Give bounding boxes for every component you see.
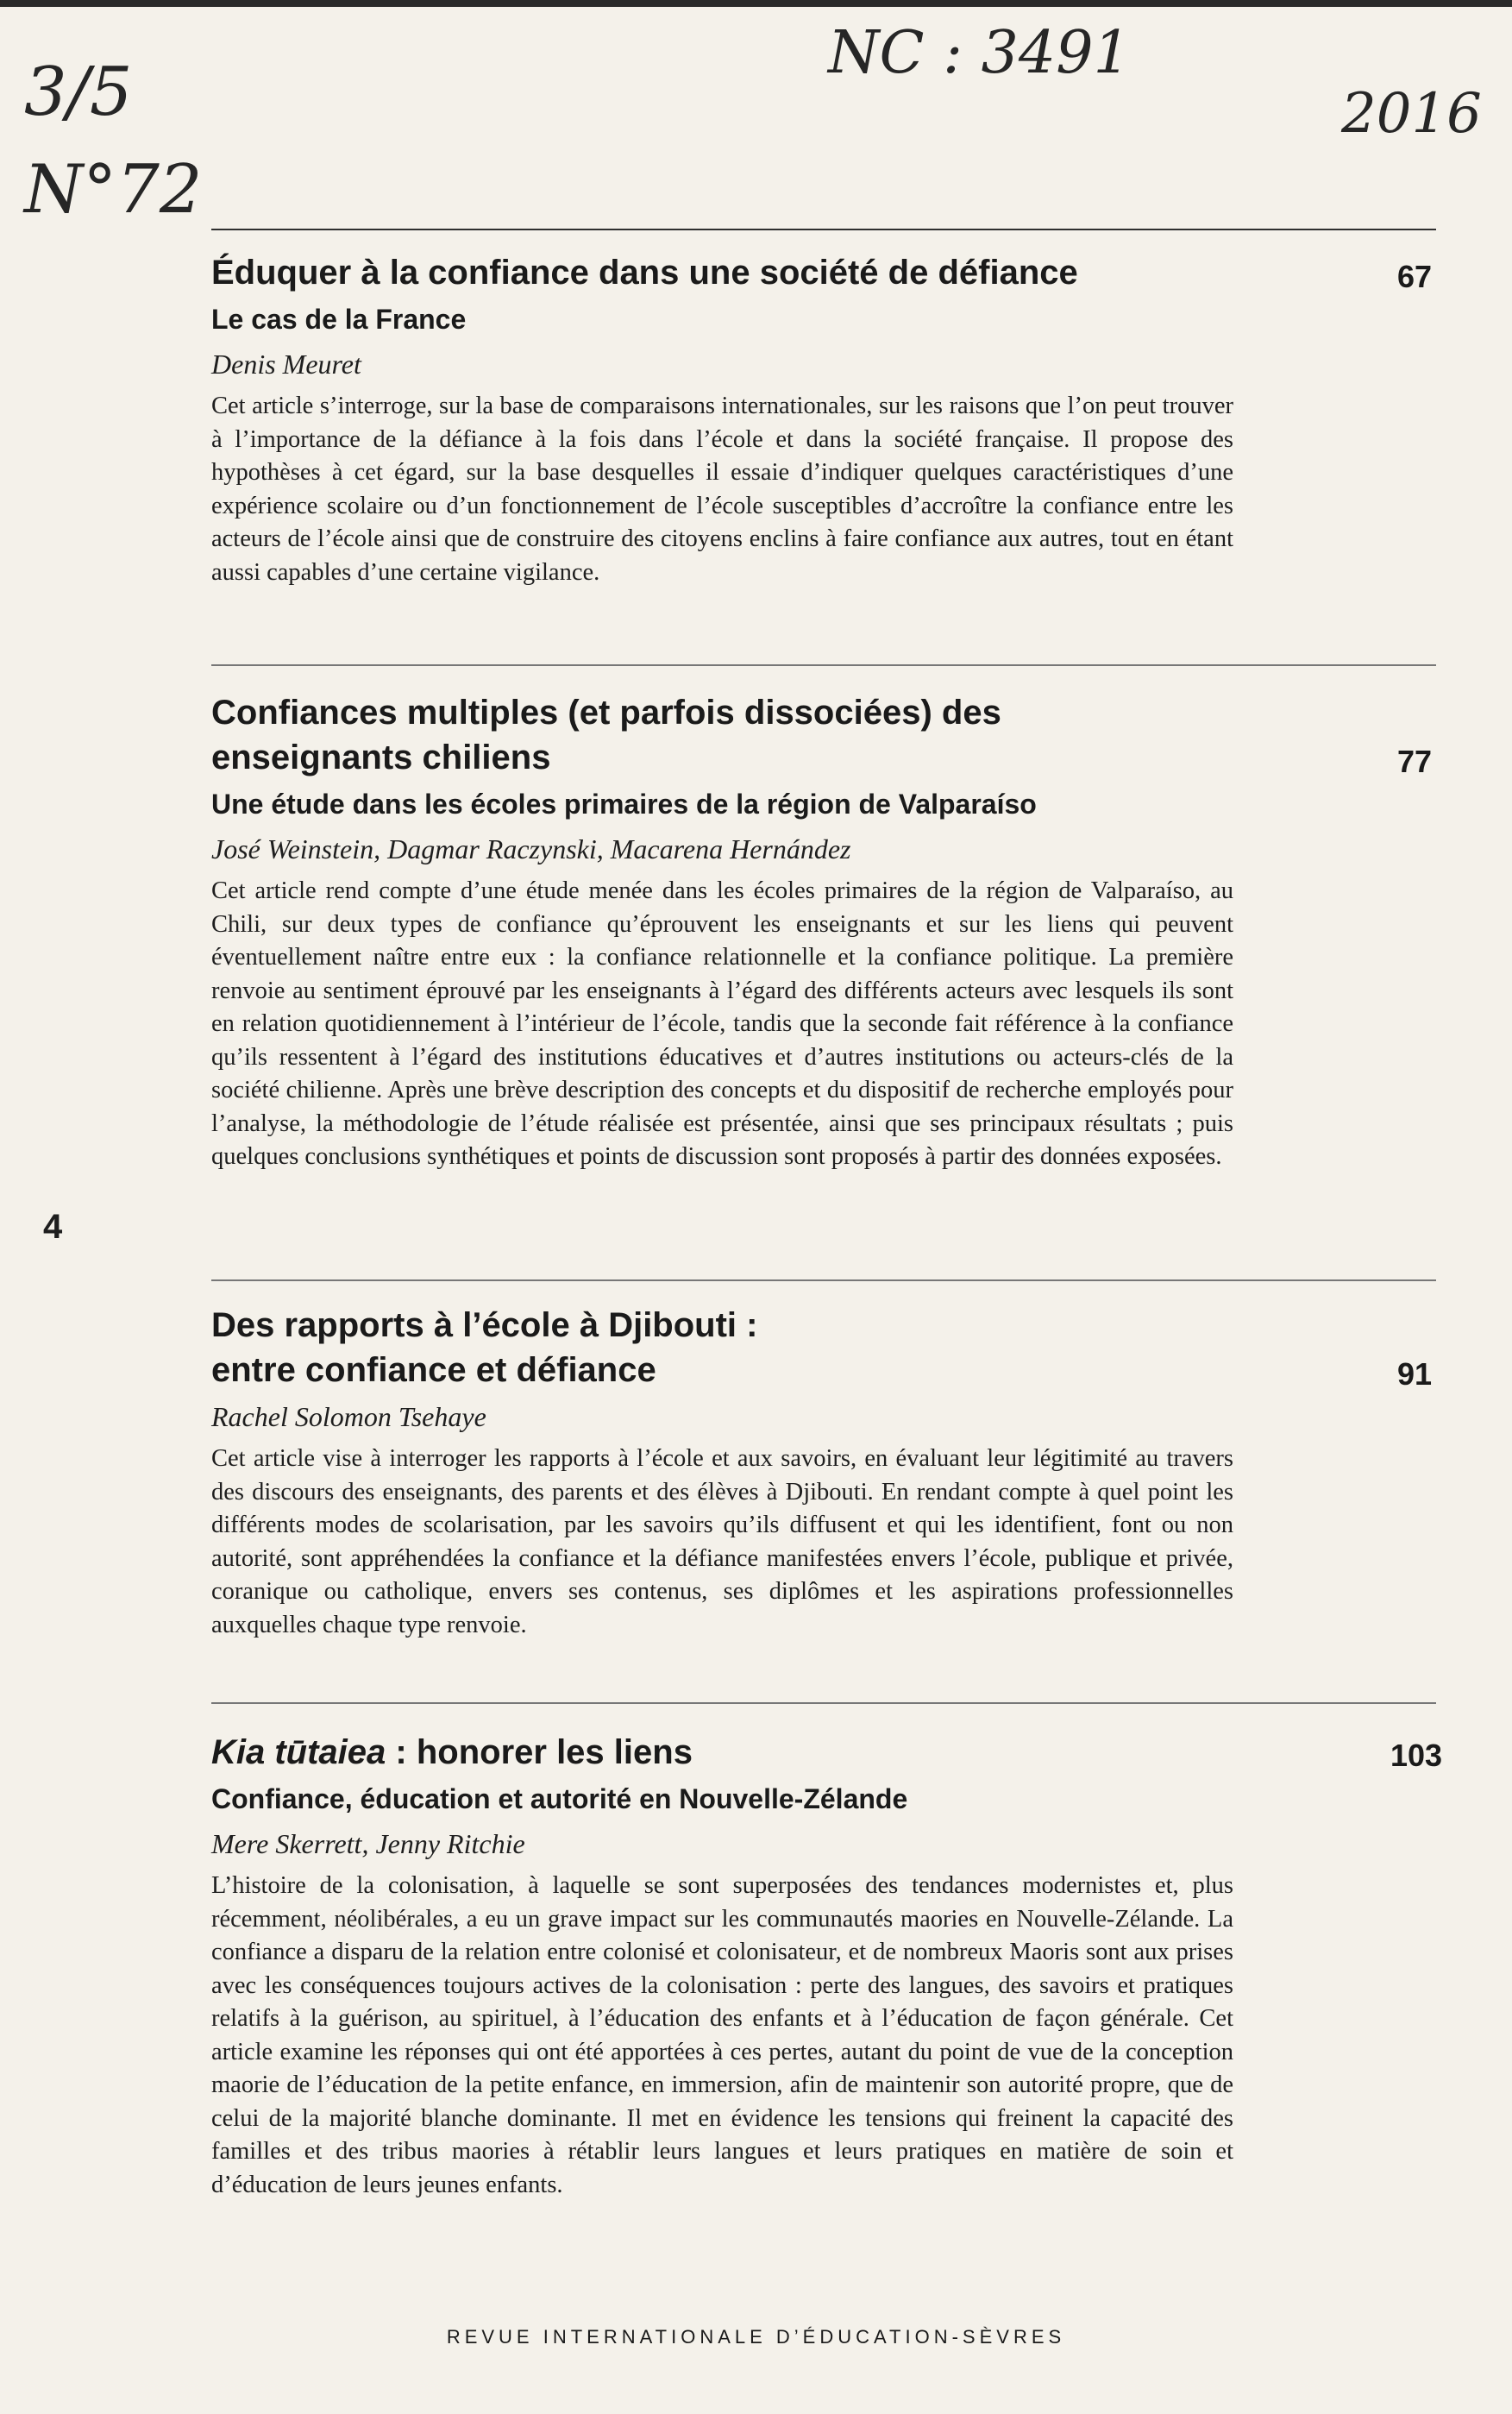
article-subtitle: Une étude dans les écoles primaires de la région de Valparaíso <box>211 789 1037 820</box>
article-abstract: Cet article s’interroge, sur la base de comparaisons internationales, sur les raisons que l’on peut trouver à l’importance de la défiance à la fois dans l’école et dans la société française. Il propose des hypothèses à cet égard, sur la base desquelles il essaie d’indiquer quelques caractéristiques d’une expérience scolaire ou d’un fonctionnement de l’école susceptibles d’accroître la confiance entre les acteurs de l’école ainsi que de construire des citoyens enclins à faire confiance aux autres, tout en étant aussi capables d’une certaine vigilance. <box>211 393 1233 586</box>
article-subtitle: Confiance, éducation et autorité en Nouvelle-Zélande <box>211 1783 908 1814</box>
article-title[interactable]: Confiances multiples (et parfois dissociées) des enseignants chiliens <box>211 694 1001 776</box>
folio-page-number: 4 <box>43 1208 63 1246</box>
article-title-rest: : honorer les liens <box>386 1733 693 1771</box>
article-abstract: Cet article rend compte d’une étude menée dans les écoles primaires de la région de Valparaíso, au Chili, sur deux types de confiance qu’éprouvent les enseignants et sur les liens qui peuvent éventuellement naître entre eux : la confiance relationnelle et la confiance politique. La première renvoie au sentiment éprouvé par les enseignants à l’égard des différents acteurs avec lesquels ils sont en relation quotidiennement à l’intérieur de l’école, tandis que la seconde fait référence à la confiance qu’ils ressentent à l’égard des institutions éducatives et d’autres institutions ou acteurs-clés de la société chilienne. Après une brève description des concepts et du dispositif de recherche employés pour l’analyse, la méthodologie de l’étude réalisée est présentée, ainsi que ses principaux résultats ; puis quelques conclusions synthétiques et points de discussion sont proposés à partir des données exposées. <box>211 877 1233 1170</box>
handwritten-note-volume: 3/5 <box>24 53 133 131</box>
article-entry <box>211 1303 1436 1642</box>
handwritten-note-issue: N°72 <box>24 151 203 229</box>
article-subtitle: Le cas de la France <box>211 304 467 335</box>
article-abstract: Cet article vise à interroger les rapports à l’école et aux savoirs, en évaluant leur légitimité au travers des discours des enseignants, des parents et des élèves à Djibouti. En rendant compte à quel point les différents modes de scolarisation, par les savoirs qu’ils diffusent et qui les identifient, font ou non autorité, sont appréhendées la confiance et la défiance manifestées envers l’école, publique et privée, coranique ou catholique, envers ses contenus, ses diplômes et les aspirations professionnelles auxquelles chaque type renvoie. <box>211 1445 1233 1638</box>
separator-rule <box>211 664 1436 666</box>
article-title[interactable]: Éduquer à la confiance dans une société de défiance <box>211 254 1078 292</box>
separator-rule <box>211 229 1436 230</box>
article-entry <box>211 1730 1436 2202</box>
article-entry <box>211 250 1436 589</box>
article-entry <box>211 690 1436 1174</box>
handwritten-note-call-number: NC : 3491 <box>828 19 1131 87</box>
article-title-maori: Kia tūtaiea <box>211 1733 386 1771</box>
article-abstract: L’histoire de la colonisation, à laquelle se sont superposées des tendances modernistes et, plus récemment, néolibérales, a eu un grave impact sur les communautés maories en Nouvelle-Zélande. La confiance a disparu de la relation entre colonisé et colonisateur, et de nombreux Maoris sont aux prises avec les conséquences toujours actives de la colonisation : perte des langues, des savoirs et pratiques relatifs à la guérison, au spirituel, à l’éducation des enfants et à l’éducation de façon générale. Cet article examine les réponses qui ont été apportées à ces pertes, autant du point de vue de la conception maorie de l’éducation de la petite enfance, en immersion, afin de maintenir son autorité propre, que de celui de la majorité blanche dominante. Il met en évidence les tensions qui freinent la capacité des familles et des tribus maories à rétablir leurs langues et leurs pratiques en matière de soin et d’éducation de leurs jeunes enfants. <box>211 1872 1233 2198</box>
article-authors: José Weinstein, Dagmar Raczynski, Macarena Hernández <box>211 833 851 864</box>
article-authors: Rachel Solomon Tsehaye <box>211 1401 486 1432</box>
article-title[interactable]: Des rapports à l’école à Djibouti : entre confiance et défiance <box>211 1306 758 1389</box>
article-authors: Denis Meuret <box>211 349 361 380</box>
running-footer: REVUE INTERNATIONALE D’ÉDUCATION-SÈVRES <box>446 2326 1066 2348</box>
page-number[interactable]: 67 <box>1397 259 1433 294</box>
article-authors: Mere Skerrett, Jenny Ritchie <box>211 1828 525 1859</box>
handwritten-note-year: 2016 <box>1341 82 1482 146</box>
article-title[interactable] <box>211 1730 1212 1775</box>
top-edge <box>0 0 1512 7</box>
separator-rule <box>211 1279 1436 1281</box>
page-number[interactable]: 103 <box>1390 1738 1443 1773</box>
page-number[interactable]: 91 <box>1397 1356 1433 1392</box>
page-number[interactable]: 77 <box>1397 744 1433 779</box>
separator-rule <box>211 1702 1436 1704</box>
